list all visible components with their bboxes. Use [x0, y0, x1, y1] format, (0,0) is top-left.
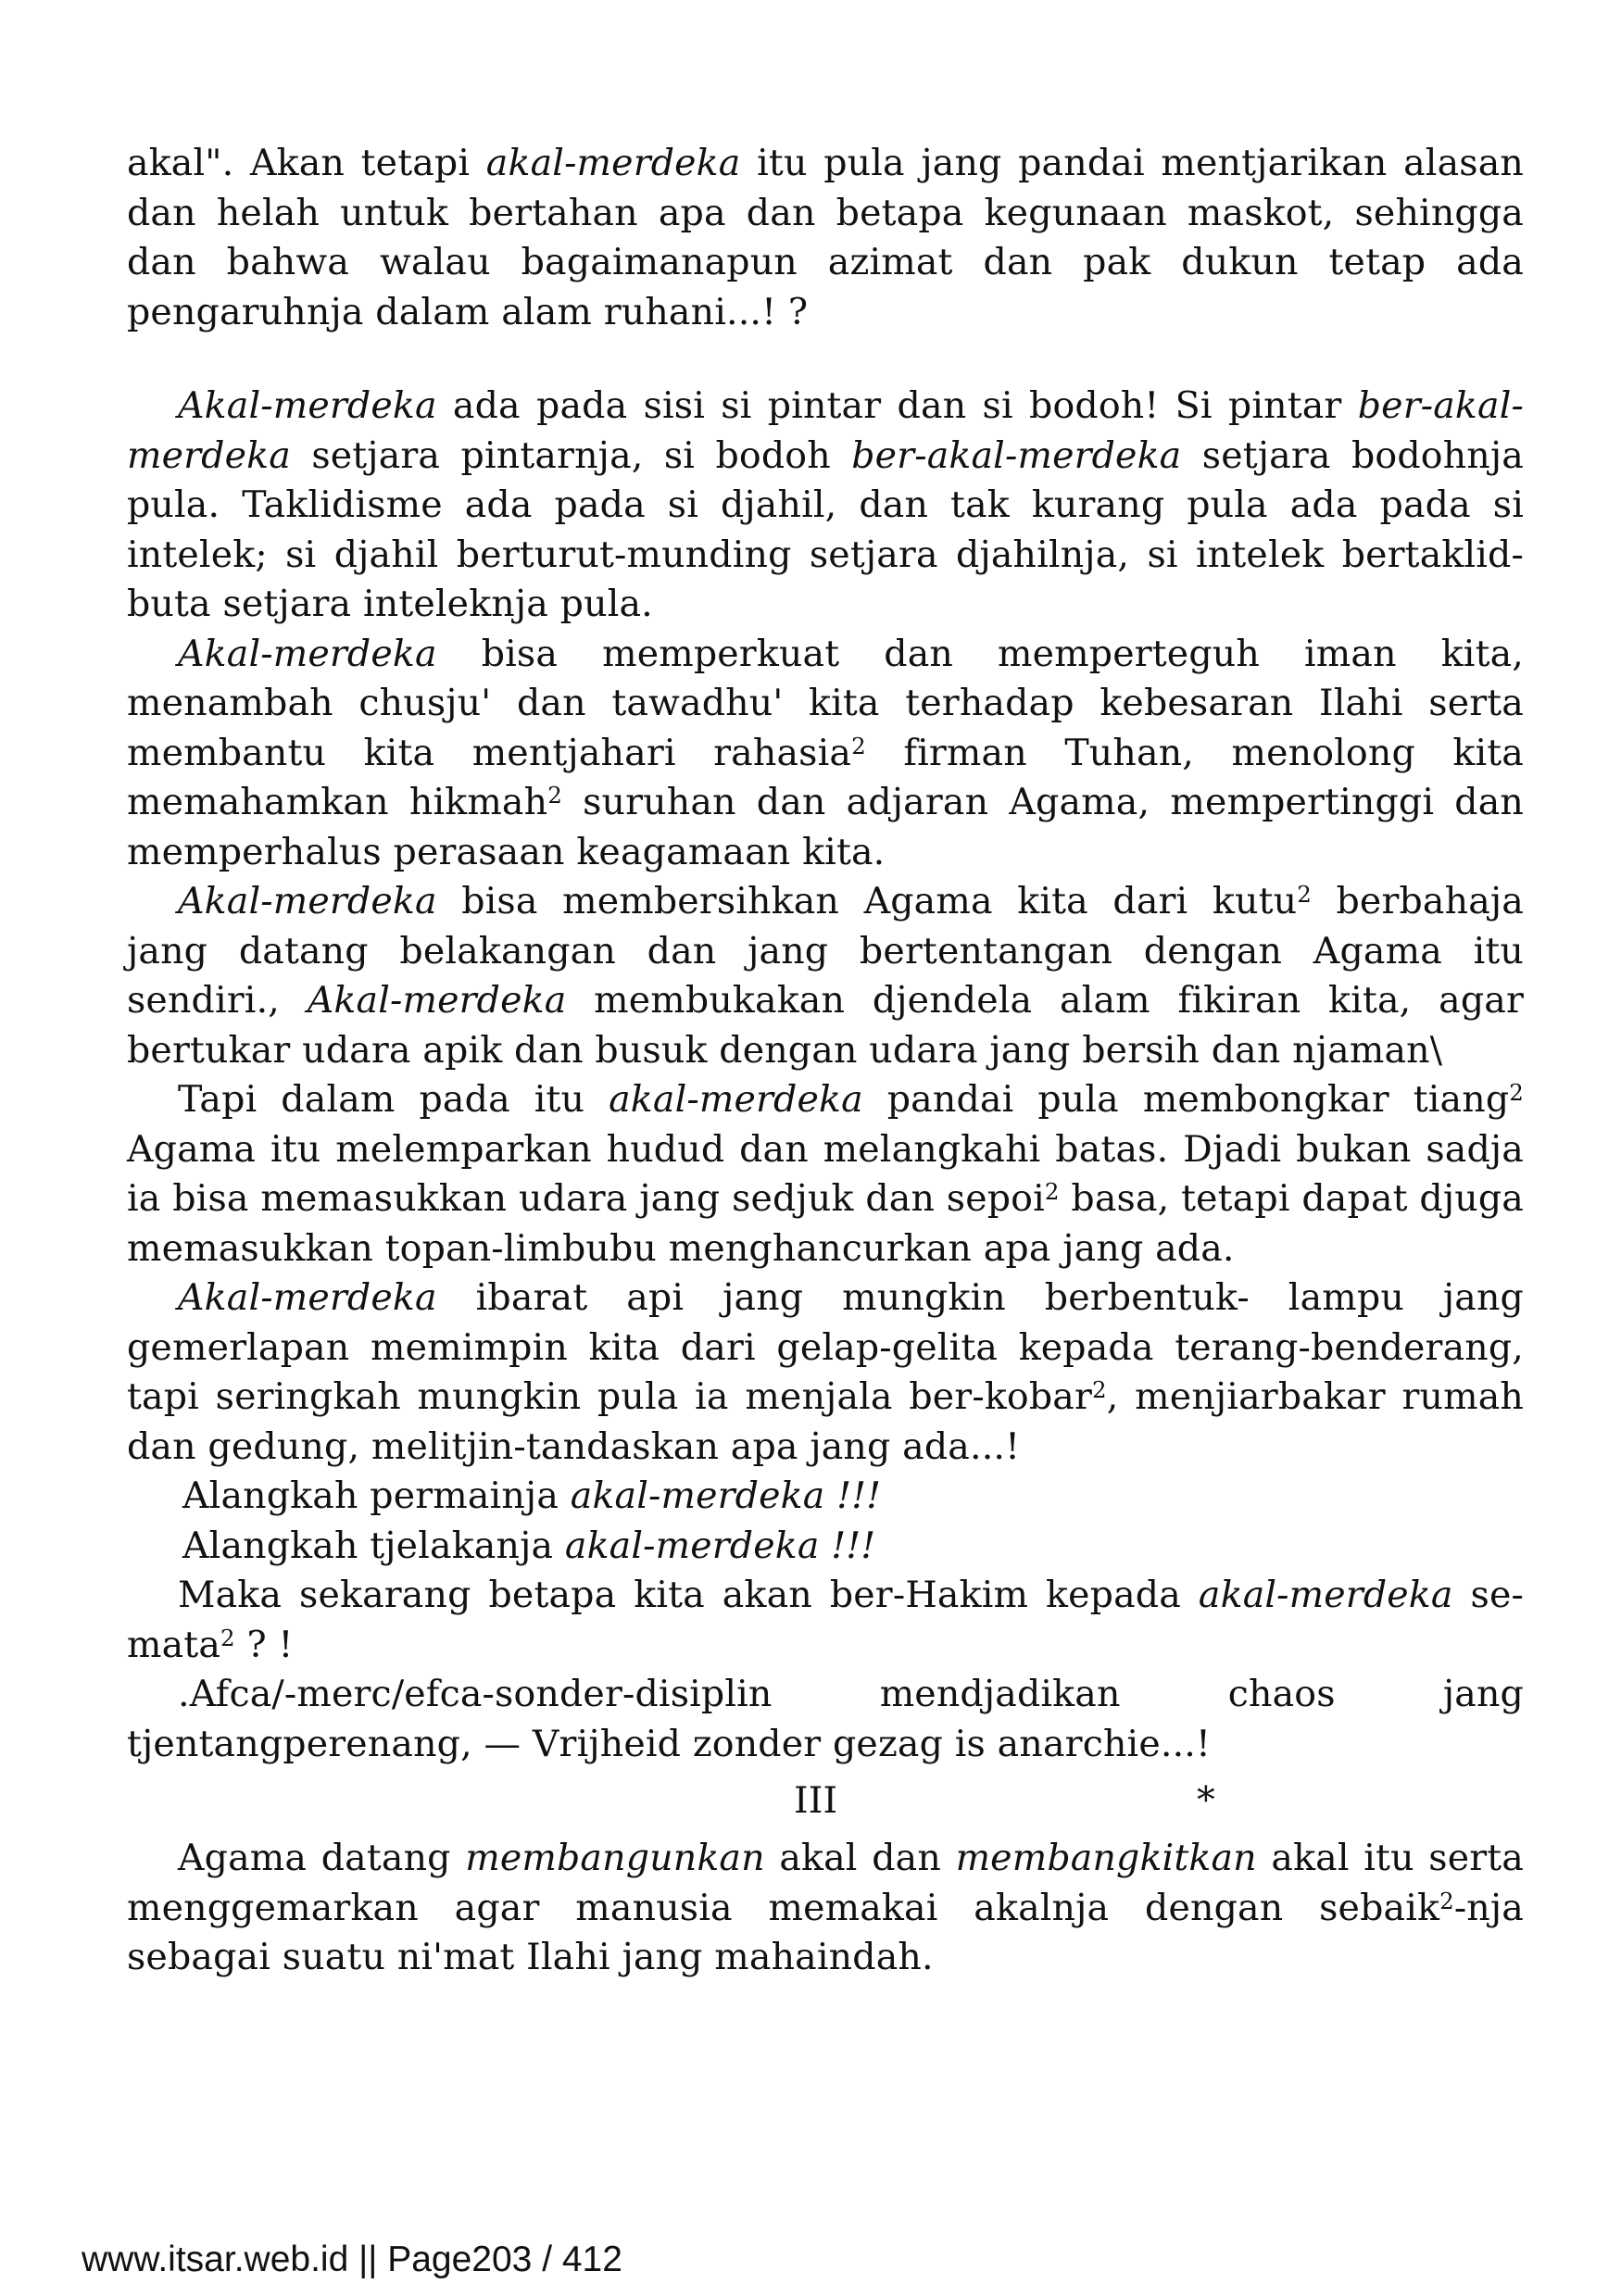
italic-term: akal-merdeka	[485, 142, 741, 184]
italic-term: membangunkan	[465, 1837, 765, 1879]
italic-term: Akal-merdeka	[178, 384, 437, 427]
text-run: Alangkah permainja	[182, 1474, 571, 1517]
paragraph-2	[127, 382, 1524, 630]
superscript: 2	[547, 781, 562, 809]
italic-term: Akal-merdeka	[178, 632, 437, 675]
text-run: setjara pintarnja, si bodoh	[290, 433, 852, 477]
paragraph-11	[127, 1834, 1524, 1983]
paragraph-7	[127, 1472, 1524, 1522]
text-run: bisa membersihkan Agama kita dari kutu	[436, 880, 1298, 922]
text-run: akal". Akan tetapi	[127, 142, 486, 184]
text-run: setjara bodohnja pula. Taklidisme ada pada si djahil, dan tak kurang pula ada pada si intelek; si djahil berturut-munding setjara djahilnja, si intelek bertaklid-buta setjara inteleknja pula.	[127, 433, 1524, 625]
text-run: -nja sebagai suatu ni'mat Ilahi jang mahaindah.	[127, 1886, 1524, 1978]
text-run: ? !	[234, 1623, 294, 1666]
paragraph-8	[127, 1522, 1524, 1572]
paragraph-gap	[127, 337, 1524, 382]
paragraph-6	[127, 1273, 1524, 1472]
text-run: itu pula jang pandai mentjarikan alasan dan helah untuk bertahan apa dan betapa kegunaan maskot, sehingga dan bahwa walau bagaimanapun azimat dan pak dukun tetap ada pengaruhnja dalam alam ruhani...! ?	[127, 142, 1524, 333]
superscript: 2	[220, 1624, 235, 1651]
paragraph-3	[127, 630, 1524, 878]
italic-term: Akal-merdeka	[178, 880, 437, 922]
text-run: Alangkah tjelakanja	[182, 1524, 565, 1567]
italic-term: membangkitkan	[955, 1837, 1257, 1879]
superscript: 2	[1297, 880, 1312, 908]
text-run: pandai pula membongkar tiang	[862, 1078, 1510, 1121]
body-text	[127, 139, 1524, 1983]
italic-term: Akal-merdeka	[178, 1276, 437, 1319]
superscript: 2	[851, 732, 866, 759]
text-run: berbahaja jang datang belakangan dan jang bertentangan dengan Agama itu sendiri.,	[127, 880, 1524, 1022]
italic-term: ber-akal-merdeka	[851, 433, 1182, 477]
text-run: akal dan	[764, 1837, 956, 1879]
paragraph-4	[127, 877, 1524, 1075]
italic-term: akal-merdeka !!!	[564, 1524, 876, 1567]
text-run: Agama itu melemparkan hudud dan melangkahi batas. Djadi bukan sadja ia bisa memasukkan udara jang sedjuk dan sepoi	[127, 1127, 1524, 1220]
text-run: basa, tetapi dapat djuga memasukkan topan-limbubu menghancurkan apa jang ada.	[127, 1177, 1524, 1270]
paragraph-5	[127, 1075, 1524, 1273]
italic-term: Akal-merdeka	[307, 979, 567, 1022]
superscript: 2	[1044, 1177, 1060, 1205]
asterisk-mark: *	[1197, 1779, 1215, 1822]
italic-term: akal-merdeka !!!	[570, 1474, 882, 1517]
text-run: membukakan djendela alam fikiran kita, agar bertukar udara apik dan busuk dengan udara jang bersih dan njaman\	[127, 979, 1524, 1072]
paragraph-10	[127, 1670, 1524, 1769]
text-run: ibarat api jang mungkin berbentuk- lampu jang gemerlapan memimpin kita dari gelap-gelita kepada terang-benderang, tapi seringkah mungkin pula ia menjala ber-kobar	[127, 1276, 1524, 1418]
text-run: ada pada sisi si pintar dan si bodoh! Si pintar	[436, 384, 1358, 427]
text-run: suruhan dan adjaran Agama, mempertinggi dan memperhalus perasaan keagamaan kita.	[127, 781, 1524, 873]
paragraph-1	[127, 139, 1524, 337]
superscript: 2	[1439, 1887, 1454, 1914]
superscript: 2	[1092, 1375, 1107, 1403]
italic-term: akal-merdeka	[609, 1078, 863, 1121]
text-run: firman Tuhan, menolong kita memahamkan hikmah	[127, 731, 1524, 823]
italic-term: ber-akal-merdeka	[127, 384, 1524, 477]
section-numeral: III	[794, 1779, 838, 1822]
superscript: 2	[1509, 1078, 1524, 1106]
text-run: se-mata	[127, 1574, 1524, 1666]
text-run: Agama datang	[178, 1837, 466, 1879]
text-run: Tapi dalam pada itu	[178, 1078, 609, 1121]
text-run: akal itu serta menggemarkan agar manusia memakai akalnja dengan sebaik	[127, 1837, 1524, 1929]
paragraph-9	[127, 1571, 1524, 1670]
section-divider	[127, 1769, 1524, 1834]
text-run: , menjiarbakar rumah dan gedung, melitjin-tandaskan apa jang ada...!	[127, 1375, 1524, 1468]
text-run: Maka sekarang betapa kita akan ber-Hakim kepada	[178, 1574, 1199, 1616]
page-footer: www.itsar.web.id || Page203 / 412	[82, 2240, 622, 2279]
text-run: bisa memperkuat dan memperteguh iman kita, menambah chusju' dan tawadhu' kita terhadap kebesaran Ilahi serta membantu kita mentjahari rahasia	[127, 632, 1524, 774]
italic-term: akal-merdeka	[1198, 1574, 1453, 1616]
text-run: .Afca/-merc/efca-sonder-disiplin mendjadikan chaos jang tjentangperenang, — Vrijheid zonder gezag is anarchie...!	[127, 1673, 1524, 1765]
